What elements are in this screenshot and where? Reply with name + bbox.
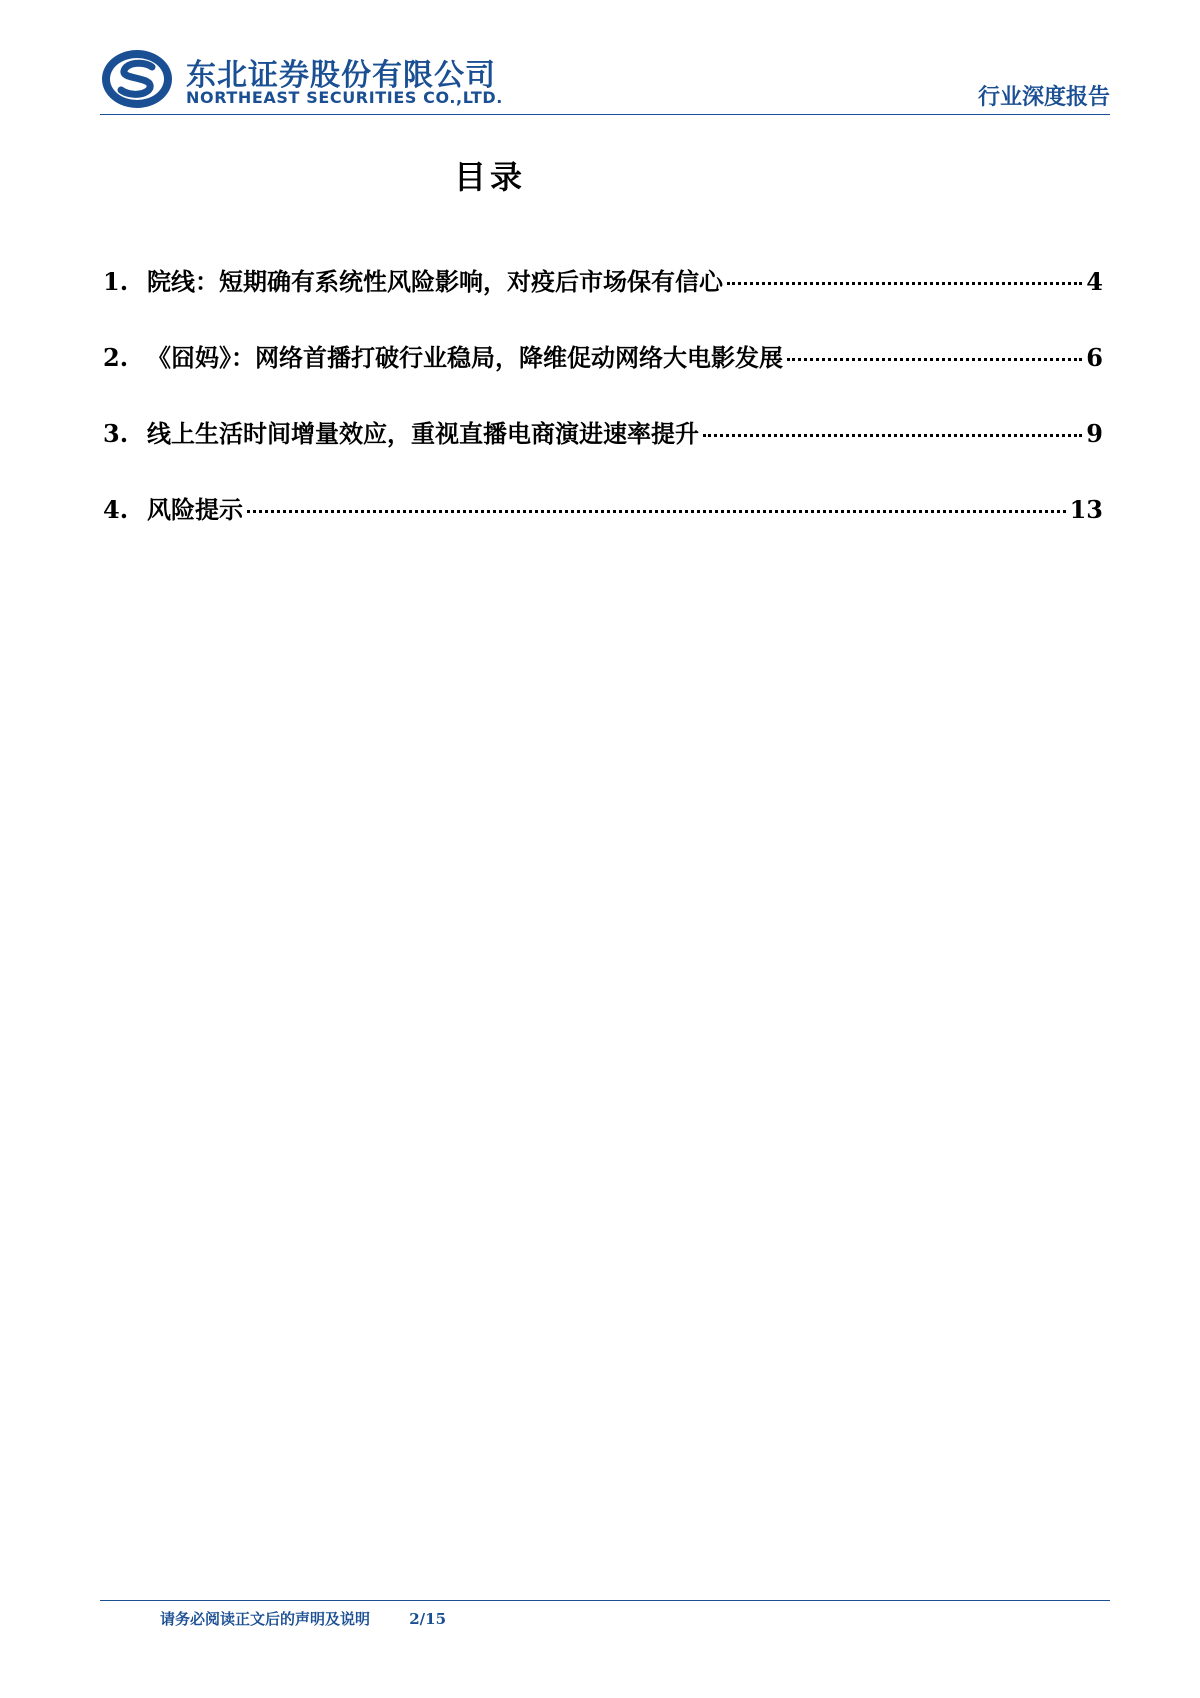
header-divider: [100, 114, 1110, 115]
company-name-cn: 东北证券股份有限公司: [186, 58, 496, 93]
toc-leader-dots: [247, 510, 1066, 513]
toc-entry-page: 4: [1086, 267, 1103, 296]
page-header: [100, 48, 1110, 116]
toc-leader-dots: [787, 358, 1082, 361]
toc-entry-title: 线上生活时间增量效应，重视直播电商演进速率提升: [147, 419, 699, 448]
toc-entry-page: 6: [1086, 343, 1103, 372]
toc-entry-number: 1.: [103, 267, 129, 296]
toc-entry-number: 2.: [103, 343, 129, 372]
toc-entry-title: 风险提示: [147, 495, 243, 524]
toc-entry-title: 《囧妈》：网络首播打破行业稳局，降维促动网络大电影发展: [147, 343, 783, 372]
company-logo-icon: [100, 48, 174, 110]
toc-entry[interactable]: [103, 490, 1103, 566]
toc-entry[interactable]: [103, 338, 1103, 414]
toc-entry-page: 9: [1086, 419, 1103, 448]
toc-leader-dots: [703, 434, 1082, 437]
report-type-label: 行业深度报告: [977, 84, 1110, 110]
table-of-contents: [103, 262, 1103, 566]
footer-disclaimer: 请务必阅读正文后的声明及说明: [160, 1610, 371, 1628]
page-number: 2/15: [409, 1610, 447, 1628]
toc-title: 目录: [453, 158, 526, 196]
toc-entry-number: 4.: [103, 495, 129, 524]
toc-entry[interactable]: [103, 414, 1103, 490]
toc-entry-title: 院线：短期确有系统性风险影响，对疫后市场保有信心: [147, 267, 723, 296]
toc-entry-page: 13: [1069, 495, 1103, 524]
toc-entry-number: 3.: [103, 419, 129, 448]
toc-entry[interactable]: [103, 262, 1103, 338]
page-footer: [160, 1608, 446, 1629]
company-name-en: NORTHEAST SECURITIES CO.,LTD.: [186, 88, 503, 107]
toc-leader-dots: [727, 282, 1082, 285]
footer-divider: [100, 1600, 1110, 1601]
